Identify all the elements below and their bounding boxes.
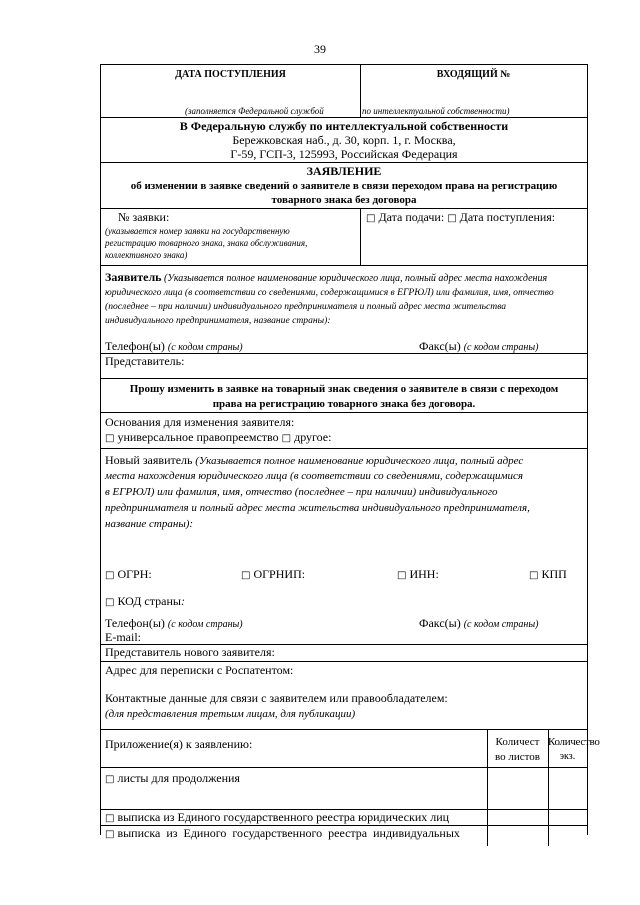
ogrnip-label: ОГРНИП: (253, 567, 306, 581)
application-number-label: № заявки: (118, 210, 170, 224)
applicant-note-3: (последнее – при наличии) индивидуального предпринимателя и полный адрес места жительства (105, 301, 507, 312)
applicant-block (101, 266, 587, 354)
inn-label: ИНН: (409, 567, 439, 581)
new-applicant-line-1 (105, 453, 583, 468)
application-number-note-2: регистрацию товарного знака, знака обслуживания, (105, 238, 308, 248)
new-applicant-fax (419, 616, 538, 631)
applicant-fax-note: (с кодом страны) (463, 342, 539, 353)
request-line-1: Прошу изменить в заявке на товарный знак сведения о заявителе в связи с переходом (129, 383, 559, 395)
receipt-date-label: Дата поступления: (459, 210, 556, 224)
attachment-row-egrip (101, 826, 587, 846)
new-applicant-email: E-mail: (105, 630, 141, 644)
new-applicant-label: Новый заявитель (105, 453, 193, 467)
representative-label: Представитель: (105, 354, 185, 368)
kpp-field (529, 567, 567, 583)
egrul-extract-label: выписка из Единого государственного реестра юридических лиц (117, 810, 450, 824)
applicant-description (105, 271, 583, 285)
new-applicant-phone (105, 616, 243, 631)
applicant-phone (105, 339, 243, 354)
filing-date-checkbox[interactable]: □ (366, 213, 376, 224)
ogrnip-field (241, 567, 305, 583)
correspondence-block (101, 662, 587, 730)
copies-count-header-1: Количество (548, 736, 600, 748)
new-representative-label: Представитель нового заявителя: (105, 645, 275, 659)
fill-note-left: (заполняется Федеральной службой (185, 106, 324, 116)
request-block (101, 379, 587, 413)
request-line-2: права на регистрацию товарного знака без договора. (212, 398, 476, 410)
copies-count-header-2: экз. (559, 751, 576, 762)
new-applicant-block (101, 449, 587, 645)
new-applicant-phone-note: (с кодом страны) (167, 619, 243, 630)
attachment-item-egrul (105, 810, 449, 826)
sheets-count-header-2: во листов (495, 751, 540, 763)
representative-row (101, 354, 587, 379)
applicant-label: Заявитель (105, 270, 162, 284)
new-representative-row (101, 645, 587, 662)
ogrn-checkbox[interactable]: □ (105, 570, 115, 581)
application-number-row (101, 209, 587, 266)
country-code-label: КОД страны (117, 594, 181, 608)
grounds-label: Основания для изменения заявителя: (105, 415, 295, 429)
kpp-checkbox[interactable]: □ (529, 570, 539, 581)
registration-header-row (101, 65, 587, 118)
applicant-phone-note: (с кодом страны) (167, 342, 243, 353)
dates-field (366, 210, 555, 226)
country-code-field (105, 594, 185, 610)
ogrn-field (105, 567, 152, 583)
applicant-fax-label: Факс(ы) (419, 339, 461, 353)
attachment-row-egrul (101, 810, 587, 826)
application-form (100, 64, 600, 840)
kpp-label: КПП (541, 567, 567, 581)
attachments-header-row (101, 730, 600, 768)
date-received-label: ДАТА ПОСТУПЛЕНИЯ (175, 69, 286, 80)
ogrn-label: ОГРН: (117, 567, 152, 581)
page-number: 39 (314, 42, 326, 56)
grounds-block (101, 413, 587, 449)
inn-field (397, 567, 439, 583)
applicant-note-4: индивидуального предпринимателя, название страны): (105, 315, 331, 326)
attachment-row-continuation (101, 768, 587, 810)
other-ground-checkbox[interactable]: □ (281, 433, 292, 444)
application-number-note-3: коллективного знака) (105, 250, 188, 260)
address-line-2: Бережковская наб., д. 30, корп. 1, г. Москва, (232, 133, 456, 147)
filing-date-label: Дата подачи: (378, 210, 445, 224)
country-code-checkbox[interactable]: □ (105, 597, 115, 608)
egrip-extract-checkbox[interactable]: □ (105, 829, 115, 840)
correspondence-address-label: Адрес для переписки с Роспатентом: (105, 663, 294, 677)
egrul-extract-checkbox[interactable]: □ (105, 813, 115, 824)
continuation-sheets-label: листы для продолжения (117, 771, 240, 785)
attachments-label: Приложение(я) к заявлению: (105, 737, 253, 751)
contact-details-label: Контактные данные для связи с заявителем или правообладателем: (105, 691, 448, 705)
form-title: ЗАЯВЛЕНИЕ (306, 164, 382, 178)
fill-note-right: по интеллектуальной собственности) (362, 106, 510, 116)
egrip-extract-label: выписка из Единого государственного реестра индивидуальных (117, 826, 460, 840)
form-subtitle-1: об изменении в заявке сведений о заявителе в связи переходом права на регистрацию (130, 180, 558, 192)
attachment-item-continuation (105, 771, 240, 787)
applicant-note-1: (Указывается полное наименование юридического лица, полный адрес места нахождения (164, 273, 548, 284)
application-number-note-1: (указывается номер заявки на государственную (105, 226, 290, 236)
attachment-item-egrip (105, 826, 483, 842)
sheets-count-header-1: Количест (495, 736, 540, 748)
inn-checkbox[interactable]: □ (397, 570, 407, 581)
continuation-sheets-checkbox[interactable]: □ (105, 774, 115, 785)
new-applicant-fax-note: (с кодом страны) (463, 619, 539, 630)
address-line-1: В Федеральную службу по интеллектуальной собственности (179, 119, 509, 133)
country-code-colon: : (180, 594, 185, 608)
new-applicant-fax-label: Факс(ы) (419, 616, 461, 630)
title-block (101, 163, 587, 209)
new-applicant-note-5: название страны): (105, 518, 194, 530)
applicant-note-2: юридического лица (в соответствии со сведениями, содержащимися в ЕГРЮЛ) или фамилия, имя, отчество (105, 287, 554, 298)
universal-succession-checkbox[interactable]: □ (105, 433, 115, 444)
new-applicant-phone-label: Телефон(ы) (105, 616, 165, 630)
incoming-number-label: ВХОДЯЩИЙ № (436, 69, 511, 80)
grounds-options (105, 430, 331, 446)
address-line-3: Г-59, ГСП-3, 125993, Российская Федерация (230, 147, 458, 161)
universal-succession-label: универсальное правопреемство (117, 430, 279, 444)
new-applicant-note-4: предпринимателя и полный адрес места жительства индивидуального предпринимателя, (105, 502, 530, 514)
address-block (101, 118, 587, 163)
contact-details-note: (для представления третьим лицам, для публикации) (105, 708, 356, 720)
other-ground-label: другое: (294, 430, 332, 444)
new-applicant-note-3: в ЕГРЮЛ) или фамилия, имя, отчество (последнее – при наличии) индивидуального (105, 486, 498, 498)
form-subtitle-2: товарного знака без договора (271, 194, 417, 206)
applicant-fax (419, 339, 538, 354)
applicant-phone-label: Телефон(ы) (105, 339, 165, 353)
new-applicant-note-2: места нахождения юридического лица (в соответствии со сведениями, содержащимися (105, 470, 524, 482)
receipt-date-checkbox[interactable]: □ (447, 213, 457, 224)
new-applicant-note-1: (Указывается полное наименование юридического лица, полный адрес (195, 455, 524, 467)
ogrnip-checkbox[interactable]: □ (241, 570, 251, 581)
